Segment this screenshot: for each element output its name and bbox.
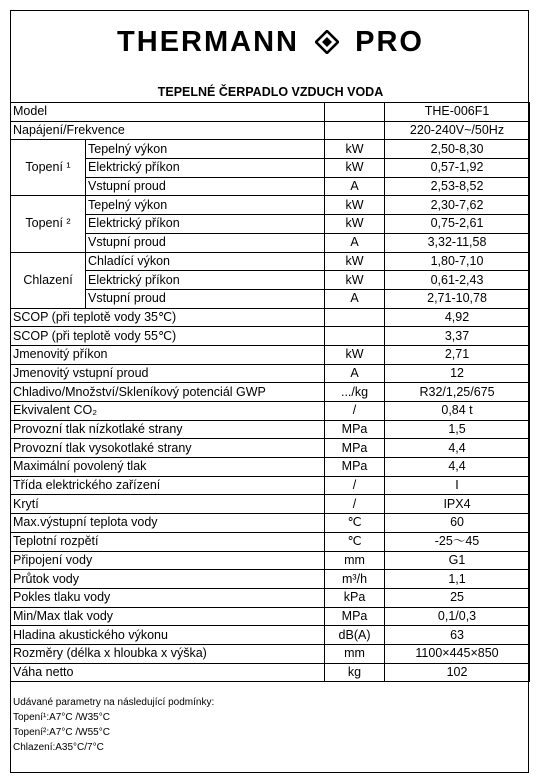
unit-cell: kW	[325, 196, 385, 215]
table-row	[11, 140, 530, 159]
table-row	[11, 402, 530, 421]
group-label: Chlazení	[11, 252, 86, 308]
brand-name-right: PRO	[355, 26, 424, 58]
table-row	[11, 252, 530, 271]
diamond-logo-icon	[315, 30, 339, 54]
unit-cell: kPa	[325, 588, 385, 607]
value-cell: 4,92	[385, 308, 530, 327]
param-label: Elektrický příkon	[86, 271, 325, 290]
note-heating-2: Topení²:A7°C /W55°C	[13, 727, 110, 738]
spec-sheet	[10, 10, 529, 773]
table-row	[11, 271, 530, 290]
table-row	[11, 626, 530, 645]
table-row	[11, 177, 530, 196]
param-label: Elektrický příkon	[86, 215, 325, 234]
table-row	[11, 196, 530, 215]
value-cell: 2,53-8,52	[385, 177, 530, 196]
value-cell: 60	[385, 514, 530, 533]
value-cell: 2,71	[385, 345, 530, 364]
value-cell: 220-240V~/50Hz	[385, 121, 530, 140]
unit-cell: ℃	[325, 514, 385, 533]
unit-cell: mm	[325, 551, 385, 570]
table-row	[11, 383, 530, 402]
value-cell: 4,4	[385, 458, 530, 477]
table-row	[11, 439, 530, 458]
table-row	[11, 570, 530, 589]
unit-cell: mm	[325, 644, 385, 663]
unit-cell: /	[325, 495, 385, 514]
param-label: Provozní tlak nízkotlaké strany	[11, 420, 325, 439]
value-cell: -25～45	[385, 532, 530, 551]
value-cell: 102	[385, 663, 530, 682]
unit-cell: kW	[325, 252, 385, 271]
table-row	[11, 345, 530, 364]
table-row	[11, 458, 530, 477]
param-label: Pokles tlaku vody	[11, 588, 325, 607]
unit-cell: kg	[325, 663, 385, 682]
value-cell: THE-006F1	[385, 103, 530, 122]
table-row	[11, 121, 530, 140]
unit-cell: A	[325, 233, 385, 252]
value-cell: 1,1	[385, 570, 530, 589]
param-label: Model	[11, 103, 325, 122]
unit-cell: A	[325, 364, 385, 383]
param-label: Hladina akustického výkonu	[11, 626, 325, 645]
table-row	[11, 327, 530, 346]
param-label: Třída elektrického zařízení	[11, 476, 325, 495]
param-label: Min/Max tlak vody	[11, 607, 325, 626]
unit-cell: kW	[325, 271, 385, 290]
table-row	[11, 233, 530, 252]
param-label: Připojení vody	[11, 551, 325, 570]
conditions-notes	[13, 695, 214, 755]
value-cell: G1	[385, 551, 530, 570]
group-label: Topení ¹	[11, 140, 86, 196]
param-label: Vstupní proud	[86, 289, 325, 308]
unit-cell	[325, 103, 385, 122]
unit-cell: kW	[325, 345, 385, 364]
unit-cell: MPa	[325, 420, 385, 439]
value-cell: 4,4	[385, 439, 530, 458]
table-row	[11, 551, 530, 570]
param-label: Tepelný výkon	[86, 196, 325, 215]
table-row	[11, 532, 530, 551]
table-row	[11, 663, 530, 682]
table-row	[11, 514, 530, 533]
unit-cell: ℃	[325, 532, 385, 551]
value-cell: 1,5	[385, 420, 530, 439]
unit-cell: /	[325, 402, 385, 421]
param-label: Napájení/Frekvence	[11, 121, 325, 140]
param-label: Jmenovitý vstupní proud	[11, 364, 325, 383]
value-cell: 63	[385, 626, 530, 645]
param-label: SCOP (při teplotě vody 35℃)	[11, 308, 325, 327]
table-row	[11, 215, 530, 234]
note-cooling: Chlazení:A35°C/7°C	[13, 742, 104, 753]
unit-cell: .../kg	[325, 383, 385, 402]
param-label: Průtok vody	[11, 570, 325, 589]
unit-cell: /	[325, 476, 385, 495]
value-cell: I	[385, 476, 530, 495]
value-cell: 25	[385, 588, 530, 607]
table-row	[11, 159, 530, 178]
param-label: Rozměry (délka x hloubka x výška)	[11, 644, 325, 663]
table-row	[11, 364, 530, 383]
unit-cell: kW	[325, 215, 385, 234]
unit-cell: dB(A)	[325, 626, 385, 645]
spec-table	[10, 102, 530, 682]
note-heating-1: Topení¹:A7°C /W35°C	[13, 712, 110, 723]
value-cell: 1100×445×850	[385, 644, 530, 663]
value-cell: 2,50-8,30	[385, 140, 530, 159]
param-label: Krytí	[11, 495, 325, 514]
param-label: Max.výstupní teplota vody	[11, 514, 325, 533]
value-cell: 0,57-1,92	[385, 159, 530, 178]
unit-cell: MPa	[325, 439, 385, 458]
unit-cell: kW	[325, 140, 385, 159]
param-label: Chladící výkon	[86, 252, 325, 271]
param-label: Chladivo/Množství/Skleníkový potenciál GWP	[11, 383, 325, 402]
param-label: SCOP (při teplotě vody 55℃)	[11, 327, 325, 346]
unit-cell: m³/h	[325, 570, 385, 589]
param-label: Tepelný výkon	[86, 140, 325, 159]
unit-cell: A	[325, 177, 385, 196]
table-row	[11, 420, 530, 439]
param-label: Ekvivalent CO₂	[11, 402, 325, 421]
notes-heading: Udávané parametry na následující podmínky:	[13, 697, 215, 708]
table-row	[11, 476, 530, 495]
brand-logo	[11, 25, 530, 59]
param-label: Jmenovitý příkon	[11, 345, 325, 364]
value-cell: 12	[385, 364, 530, 383]
group-label: Topení ²	[11, 196, 86, 252]
value-cell: 2,71-10,78	[385, 289, 530, 308]
unit-cell: MPa	[325, 458, 385, 477]
unit-cell	[325, 327, 385, 346]
table-row	[11, 588, 530, 607]
param-label: Vstupní proud	[86, 177, 325, 196]
table-row	[11, 495, 530, 514]
value-cell: 0,61-2,43	[385, 271, 530, 290]
param-label: Maximální povolený tlak	[11, 458, 325, 477]
unit-cell: A	[325, 289, 385, 308]
value-cell: 0,1/0,3	[385, 607, 530, 626]
table-row	[11, 289, 530, 308]
unit-cell	[325, 121, 385, 140]
value-cell: 3,32-11,58	[385, 233, 530, 252]
param-label: Váha netto	[11, 663, 325, 682]
value-cell: 0,75-2,61	[385, 215, 530, 234]
unit-cell	[325, 308, 385, 327]
value-cell: 3,37	[385, 327, 530, 346]
document-title: TEPELNÉ ČERPADLO VZDUCH VODA	[157, 85, 384, 99]
unit-cell: MPa	[325, 607, 385, 626]
table-row	[11, 644, 530, 663]
table-row	[11, 103, 530, 122]
param-label: Teplotní rozpětí	[11, 532, 325, 551]
table-row	[11, 308, 530, 327]
value-cell: R32/1,25/675	[385, 383, 530, 402]
value-cell: 0,84 t	[385, 402, 530, 421]
value-cell: 2,30-7,62	[385, 196, 530, 215]
table-row	[11, 607, 530, 626]
unit-cell: kW	[325, 159, 385, 178]
param-label: Vstupní proud	[86, 233, 325, 252]
brand-name-left: THERMANN	[117, 26, 299, 58]
param-label: Provozní tlak vysokotlaké strany	[11, 439, 325, 458]
param-label: Elektrický příkon	[86, 159, 325, 178]
value-cell: 1,80-7,10	[385, 252, 530, 271]
value-cell: IPX4	[385, 495, 530, 514]
